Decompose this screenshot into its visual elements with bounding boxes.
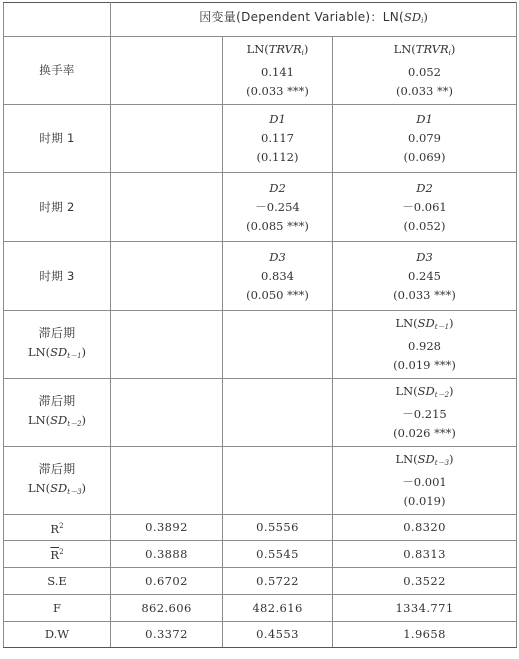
coef-name: $LN(TRVR_i)$ <box>246 42 309 57</box>
empty-cell <box>111 242 223 311</box>
coef-value: －0.001 <box>402 475 447 489</box>
coef-cell <box>333 173 517 242</box>
coef-name: $LN(SD_{t-3})$ <box>395 452 454 467</box>
header-suffix: ) <box>423 10 428 24</box>
coef-name: D3 <box>269 249 286 264</box>
stat-row-se <box>4 568 517 595</box>
dependent-variable-header <box>111 3 517 37</box>
row-label <box>4 447 111 515</box>
stat-value: 0.8320 <box>333 515 517 541</box>
coef-name: $LN(TRVR_i)$ <box>393 42 456 57</box>
coef-se: (0.033 **) <box>395 84 454 98</box>
coef-value: －0.061 <box>402 199 447 214</box>
coef-cell <box>333 379 517 447</box>
empty-cell <box>111 311 223 379</box>
stat-value: 0.4553 <box>223 622 333 648</box>
stat-value: 0.3888 <box>111 541 223 568</box>
row-period3 <box>4 242 517 311</box>
row-lag3 <box>4 447 517 515</box>
row-label-line2: $LN(SD_{t-3})$ <box>27 480 87 496</box>
stat-value: 0.5722 <box>223 568 333 595</box>
coef-value: －0.254 <box>255 199 300 214</box>
header-row <box>4 3 517 37</box>
stat-value: 1.9658 <box>333 622 517 648</box>
stat-value: 1334.771 <box>333 595 517 622</box>
coef-name: D2 <box>269 180 286 195</box>
row-label-line2: $LN(SD_{t-2})$ <box>27 412 87 428</box>
empty-cell <box>223 311 333 379</box>
row-label: 时期 2 <box>4 173 111 242</box>
coef-cell <box>223 105 333 173</box>
coef-cell <box>333 37 517 105</box>
coef-se: (0.050 ***) <box>246 287 309 302</box>
row-label: 时期 1 <box>4 105 111 173</box>
coef-name: D1 <box>269 112 286 126</box>
coef-value: 0.052 <box>408 65 441 79</box>
header-sub: i <box>421 17 424 25</box>
coef-name: $LN(SD_{t-2})$ <box>395 384 454 399</box>
header-prefix: 因变量(Dependent Variable)：LN( <box>199 10 404 24</box>
row-label-line2: $LN(SD_{t-1})$ <box>27 344 87 360</box>
row-label: 时期 3 <box>4 242 111 311</box>
row-period2 <box>4 173 517 242</box>
row-period1 <box>4 105 517 173</box>
coef-value: 0.245 <box>408 268 441 283</box>
stat-value: 0.5545 <box>223 541 333 568</box>
coef-name: D2 <box>416 180 433 195</box>
row-turnover <box>4 37 517 105</box>
coef-se: (0.019 ***) <box>393 358 456 372</box>
stat-value: 0.3372 <box>111 622 223 648</box>
coef-se: (0.052) <box>403 218 446 233</box>
row-label <box>4 379 111 447</box>
row-label-line1: 滞后期 <box>38 461 76 476</box>
stat-value: 0.8313 <box>333 541 517 568</box>
regression-table <box>3 2 517 648</box>
empty-cell <box>111 447 223 515</box>
coef-cell <box>223 173 333 242</box>
coef-cell <box>223 37 333 105</box>
coef-cell <box>333 242 517 311</box>
coef-se: (0.085 ***) <box>246 218 309 233</box>
row-label-line1: 滞后期 <box>38 325 76 340</box>
empty-cell <box>111 379 223 447</box>
coef-se: (0.033 ***) <box>246 84 309 98</box>
stat-value: 0.6702 <box>111 568 223 595</box>
empty-cell <box>111 173 223 242</box>
stat-label: $\overline{R}^2$ <box>4 541 111 568</box>
coef-se: (0.112) <box>256 150 299 164</box>
stat-label: D.W <box>4 622 111 648</box>
coef-cell <box>333 311 517 379</box>
coef-name: $LN(SD_{t-1})$ <box>395 316 454 331</box>
empty-cell <box>223 379 333 447</box>
stat-value: 0.5556 <box>223 515 333 541</box>
coef-se: (0.019) <box>403 494 446 508</box>
coef-value: 0.928 <box>408 339 441 353</box>
stat-row-adj-r2 <box>4 541 517 568</box>
empty-cell <box>111 37 223 105</box>
stat-label: $R^2$ <box>4 515 111 541</box>
coef-value: －0.215 <box>402 407 447 421</box>
coef-value: 0.117 <box>261 131 294 145</box>
row-label <box>4 311 111 379</box>
coef-se: (0.069) <box>403 150 446 164</box>
coef-cell <box>333 105 517 173</box>
corner-cell <box>4 3 111 37</box>
coef-cell <box>223 242 333 311</box>
coef-value: 0.141 <box>261 65 294 79</box>
stat-value: 482.616 <box>223 595 333 622</box>
stat-label: S.E <box>4 568 111 595</box>
coef-value: 0.834 <box>261 268 294 283</box>
header-var: SD <box>403 10 422 24</box>
stat-label: F <box>4 595 111 622</box>
stat-value: 0.3522 <box>333 568 517 595</box>
empty-cell <box>111 105 223 173</box>
coef-se: (0.026 ***) <box>393 426 456 440</box>
row-lag2 <box>4 379 517 447</box>
coef-name: D3 <box>416 249 433 264</box>
row-lag1 <box>4 311 517 379</box>
coef-value: 0.079 <box>408 131 441 145</box>
stat-row-dw <box>4 622 517 648</box>
stat-row-f <box>4 595 517 622</box>
coef-cell <box>333 447 517 515</box>
coef-name: D1 <box>416 112 433 126</box>
row-label: 换手率 <box>4 37 111 105</box>
stat-row-r2 <box>4 515 517 541</box>
coef-se: (0.033 ***) <box>393 287 456 302</box>
row-label-line1: 滞后期 <box>38 393 76 408</box>
empty-cell <box>223 447 333 515</box>
stat-value: 0.3892 <box>111 515 223 541</box>
stat-value: 862.606 <box>111 595 223 622</box>
